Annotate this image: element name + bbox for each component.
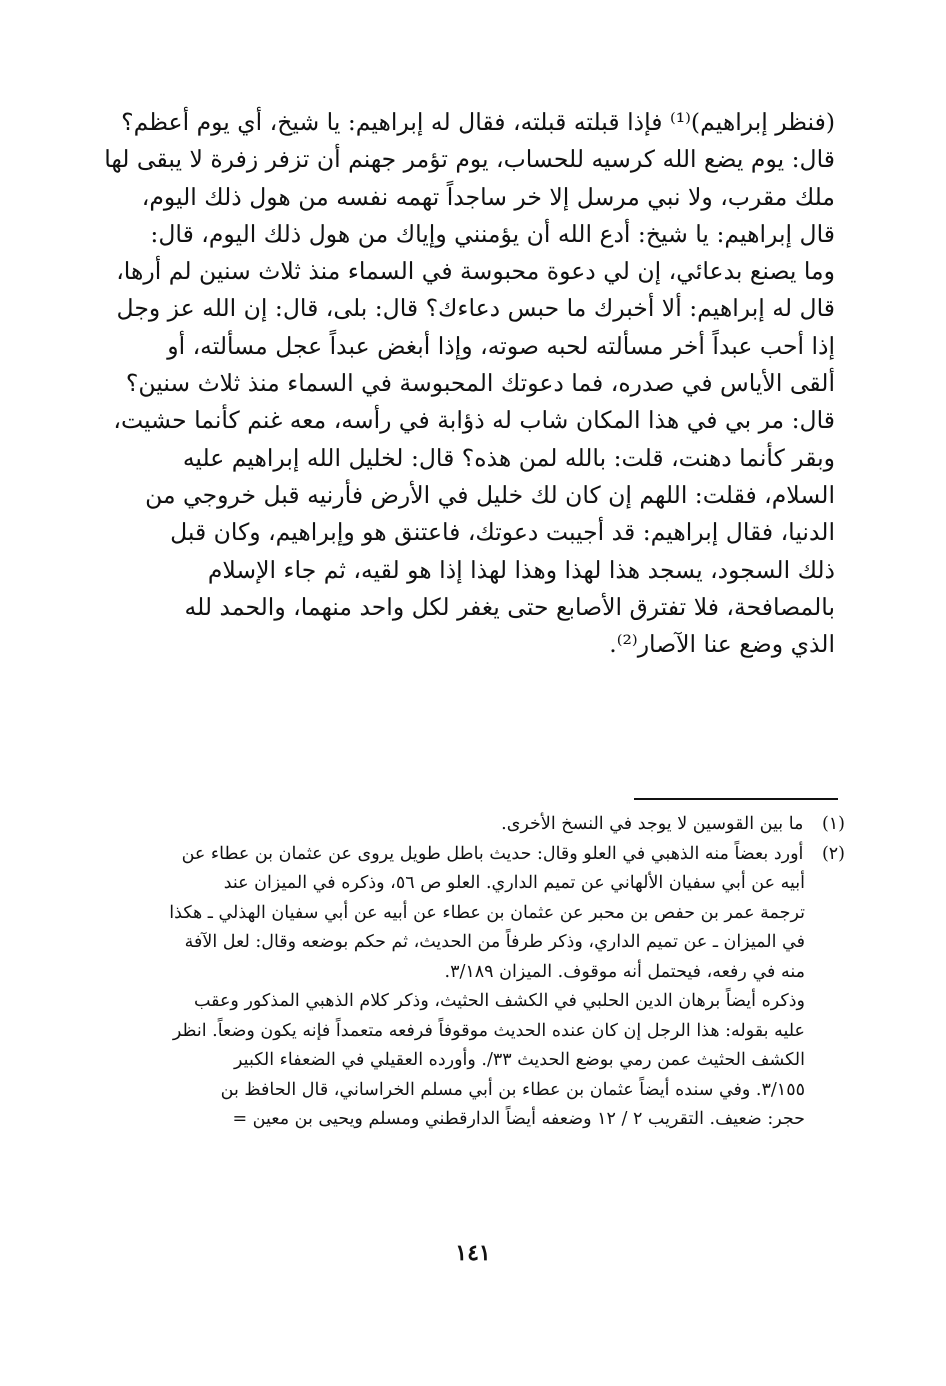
footnote-line: عليه بقوله: هذا الرجل إن كان عنده الحديث موقوفاً فرفعه متعمداً فإنه يكون وضعاً. انظر [172, 1020, 805, 1041]
page-number: ١٤١ [455, 1240, 491, 1266]
footnotes-block [95, 810, 845, 1135]
main-text-line: السلام، فقلت: اللهم إن كان لك خليل في الأرض فأرنيه قبل خروجي من [145, 480, 835, 509]
main-text-line: وبقر كأنما دهنت، قلت: بالله لمن هذه؟ قال: لخليل الله إبراهيم عليه [182, 443, 835, 472]
footnote-text: ما بين القوسين لا يوجد في النسخ الأخرى. [501, 814, 804, 834]
footnote-line: حجر: ضعيف. التقريب ٢ / ١٢ وضعفه أيضاً الدارقطني ومسلم ويحيى بن معين = [232, 1109, 805, 1129]
footnote-line: في الميزان ـ عن تميم الداري، وذكر طرفاً من الحديث، ثم حكم بوضعه وقال: لعل الآفة [184, 932, 805, 952]
main-text-line: (فنظر إبراهيم)⁽¹⁾ فإذا قبلته قبلته، فقال له إبراهيم: يا شيخ، أي يوم أعظم؟ [121, 108, 835, 136]
main-text-line: وما يصنع بدعائي، إن لي دعوة محبوسة في السماء منذ ثلاث سنين لم أرها، [116, 257, 835, 286]
main-text-block [95, 104, 835, 663]
main-text-line: الدنيا، فقال إبراهيم: قد أجيبت دعوتك، فاعتنق هو وإبراهيم، وكان قبل [170, 518, 835, 547]
main-text-line: ملك مقرب، ولا نبي مرسل إلا خر ساجداً تهمه نفسه من هول ذلك اليوم، [141, 182, 835, 211]
main-text-line: قال: يوم يضع الله كرسيه للحساب، يوم تؤمر جهنم أن تزفر زفرة لا يبقى لها [104, 145, 835, 174]
footnote-separator [634, 798, 838, 800]
footnote-number: (٢) [821, 843, 845, 864]
main-text-line: ذلك السجود، يسجد هذا لهذا وهذا لهذا إذا هو لقيه، ثم جاء الإسلام [207, 555, 835, 584]
footnote-number: (١) [821, 814, 845, 834]
footnote-line: وذكره أيضاً برهان الدين الحلبي في الكشف الحثيث، وذكر كلام الذهبي المذكور وعقب [193, 991, 805, 1011]
footnote-text: أورد بعضاً منه الذهبي في العلو وقال: حديث باطل طويل يروى عن عثمان بن عطاء عن [181, 843, 804, 864]
main-text-line: بالمصافحة، فلا تفترق الأصابع حتى يغفر لكل واحد منهما، والحمد لله [184, 592, 835, 621]
main-text-line: قال إبراهيم: يا شيخ: أدع الله أن يؤمنني وإياك من هول ذلك اليوم، قال: [150, 219, 835, 248]
footnote-line: أبيه عن أبي سفيان الألهاني عن تميم الداري. العلو ص ٥٦، وذكره في الميزان عند [223, 873, 805, 893]
main-text-line: إذا أحب عبداً أخر مسألته لحبه صوته، وإذا أبغض عبداً عجل مسألته، أو [167, 331, 835, 360]
main-text-line: الذي وضع عنا الآصار⁽²⁾. [609, 630, 835, 659]
footnote-2 [95, 840, 845, 870]
footnote-line: منه في رفعه، فيحتمل أنه موقوف. الميزان ٣/١٨٩. [444, 961, 805, 982]
footnote-line: الكشف الحثيث عمن رمي بوضع الحديث ٣٣/. وأورده العقيلي في الضعفاء الكبير [234, 1050, 805, 1070]
footnote-line: ترجمة عمر بن حفص بن محبر عن عثمان بن عطاء عن أبيه عن أبي سفيان الهذلي ـ هكذا [169, 902, 805, 923]
main-text-line: ألقى الأياس في صدره، فما دعوتك المحبوسة في السماء منذ ثلاث سنين؟ [125, 369, 835, 398]
main-text-line: قال: مر بي في هذا المكان شاب له ذؤابة في رأسه، معه غنم كأنما حشيت، [113, 406, 835, 435]
footnote-line: ٣/١٥٥. وفي سنده أيضاً عثمان بن عطاء بن أبي مسلم الخراساني، قال الحافظ بن [220, 1079, 805, 1100]
footnote-1 [95, 810, 845, 840]
main-text-line: قال له إبراهيم: ألا أخبرك ما حبس دعاءك؟ قال: بلى، قال: إن الله عز وجل [116, 294, 835, 323]
